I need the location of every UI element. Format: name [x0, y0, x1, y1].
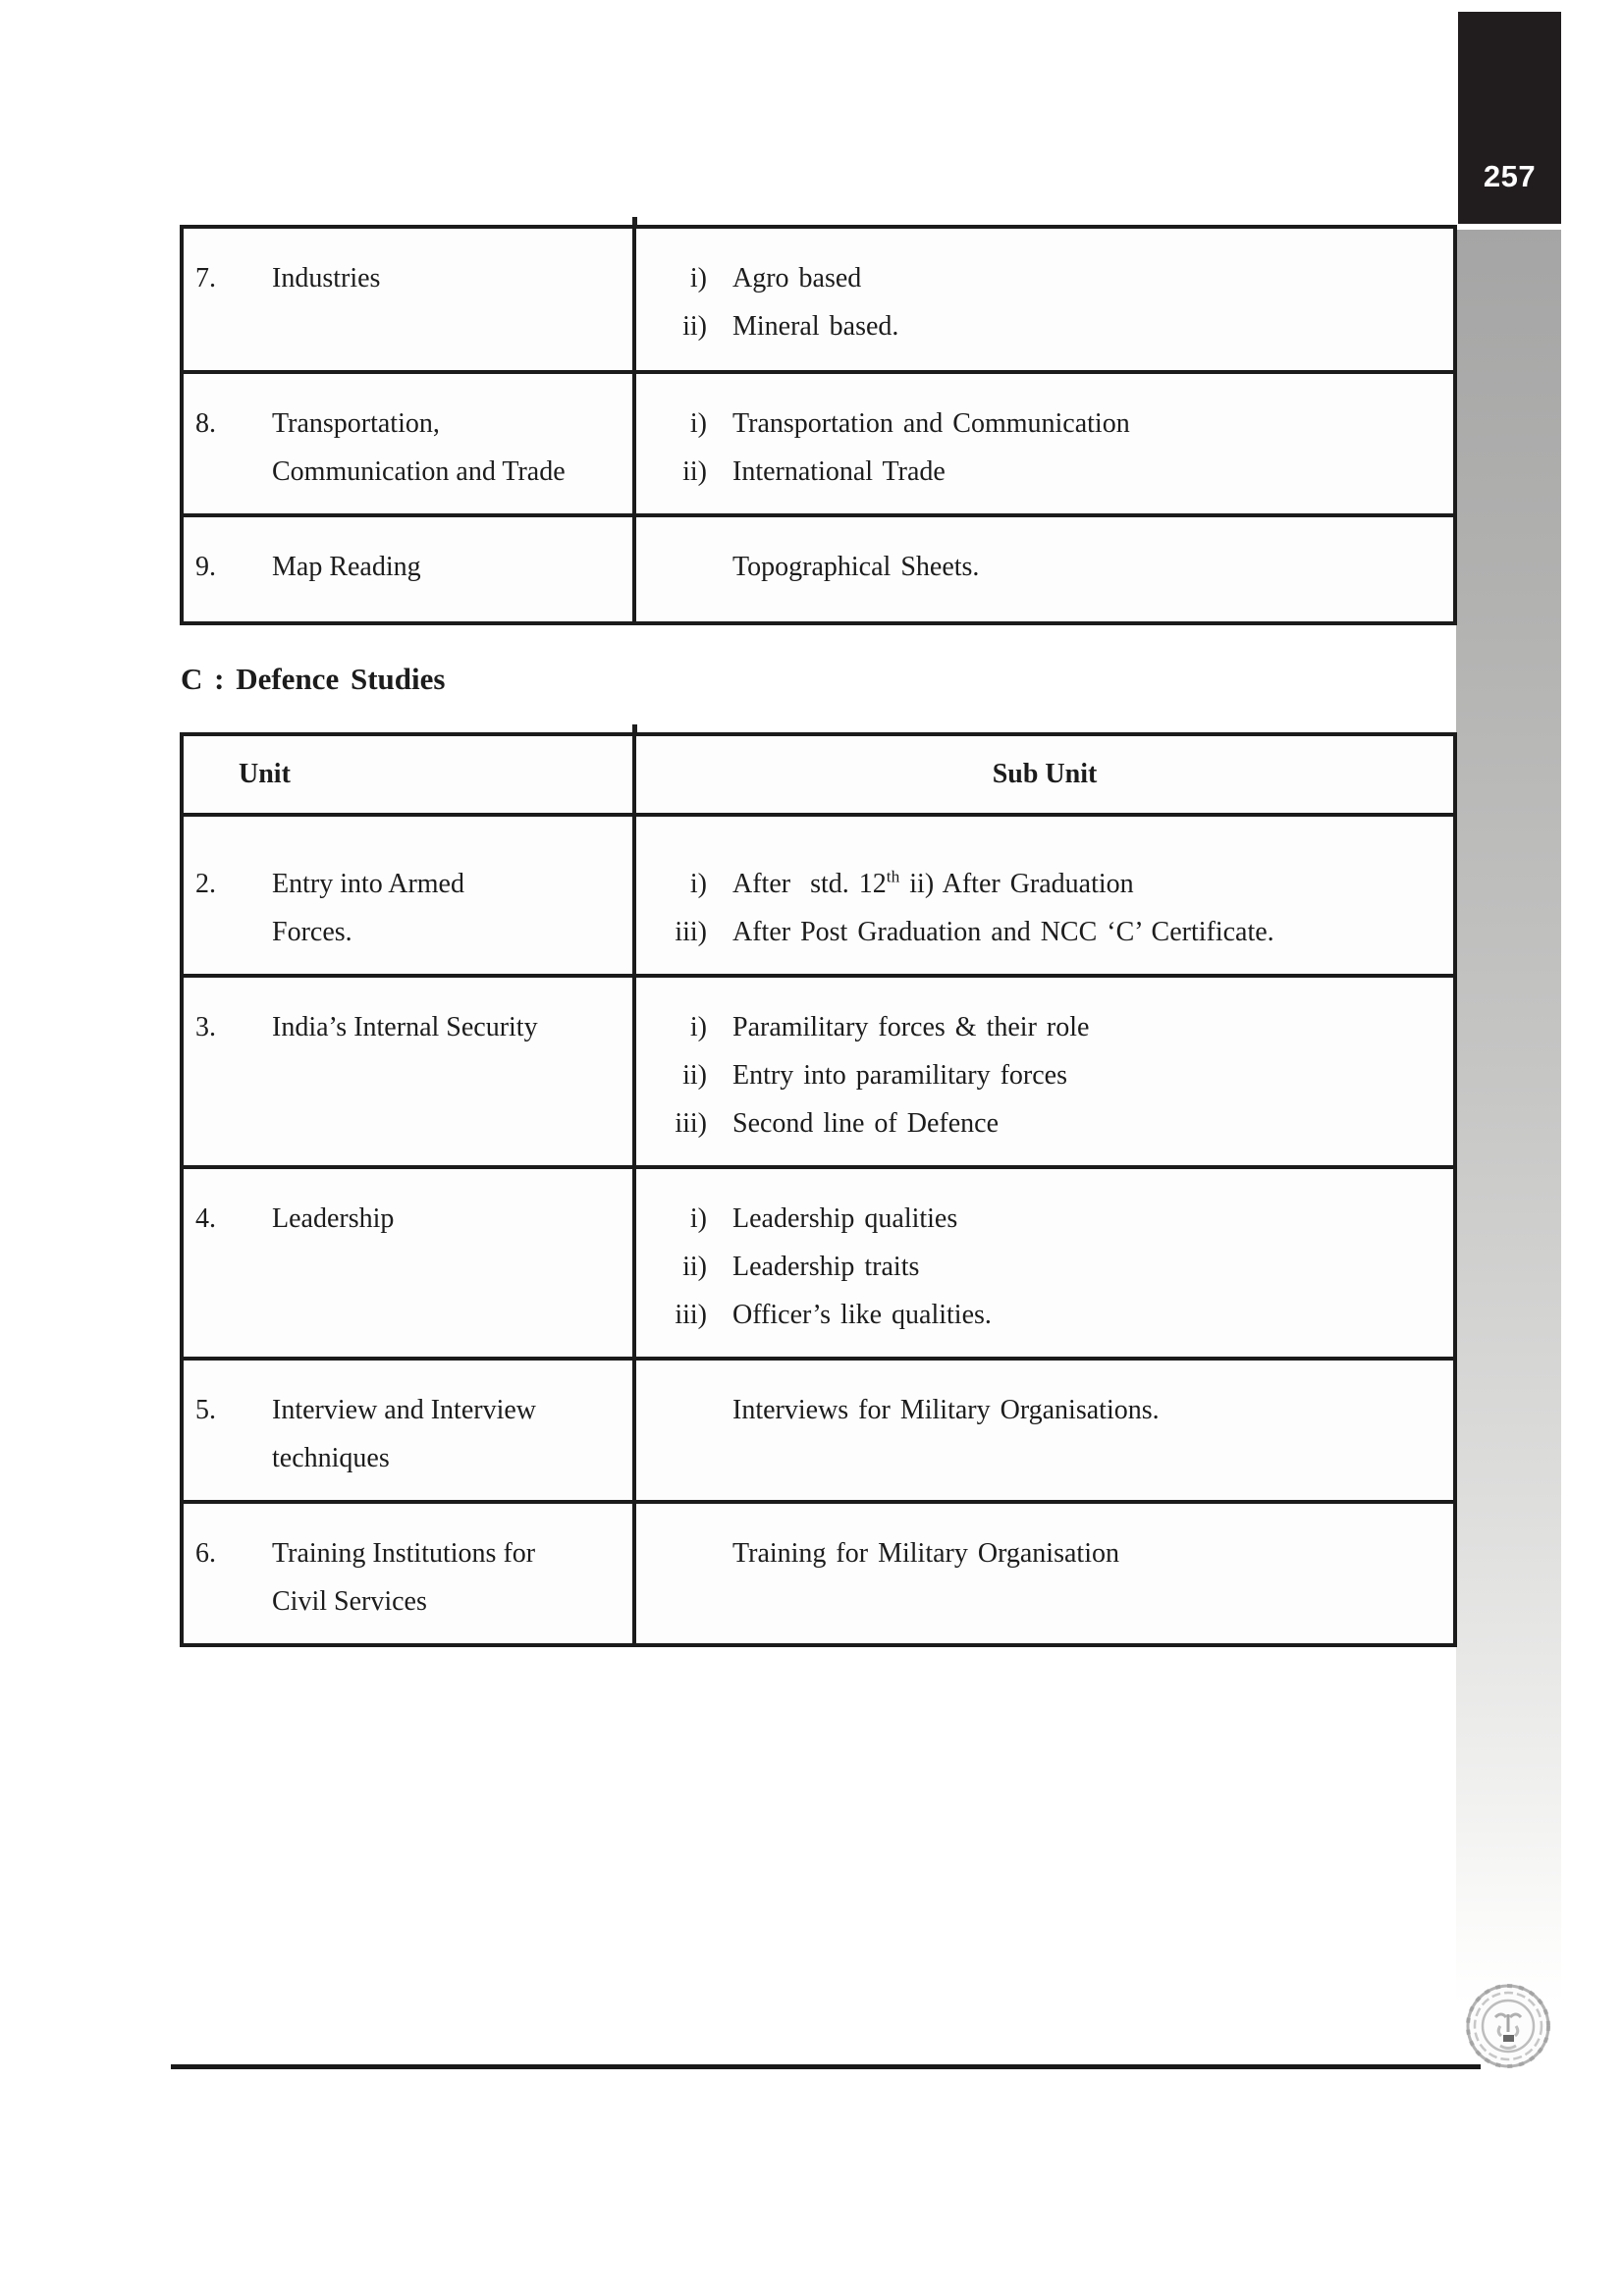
- sub-unit-cell: [636, 517, 1453, 621]
- table-row: [184, 974, 1453, 1165]
- unit-title: Transportation, Communication and Trade: [272, 408, 566, 487]
- page-number-tab: [1458, 12, 1561, 224]
- unit-title: Leadership: [272, 1203, 395, 1234]
- unit-title: Training Institutions for Civil Services: [272, 1538, 536, 1617]
- unit-title: Interview and Interview techniques: [272, 1395, 536, 1473]
- table-row: [184, 1500, 1453, 1643]
- sub-unit-cell: [636, 374, 1453, 513]
- sub-unit-line: ii) Mineral based.: [682, 311, 899, 342]
- sub-unit-line: ii) Entry into paramilitary forces: [682, 1060, 1067, 1091]
- side-gradient-bar: [1456, 230, 1561, 2004]
- unit-cell: [184, 1169, 636, 1357]
- unit-number: 7.: [195, 263, 216, 294]
- sub-unit-line: ii) Leadership traits: [682, 1252, 920, 1282]
- table-row: [184, 229, 1453, 370]
- unit-number: 2.: [195, 869, 216, 899]
- unit-number: 4.: [195, 1203, 216, 1234]
- sub-unit-line: iii) Second line of Defence: [675, 1108, 999, 1139]
- table-row: [184, 813, 1453, 974]
- table-row: [184, 1165, 1453, 1357]
- sub-unit-cell: [636, 1361, 1453, 1500]
- sub-unit-line: Training for Military Organisation: [732, 1538, 1119, 1569]
- unit-number: 3.: [195, 1012, 216, 1042]
- sub-unit-line: i) Transportation and Communication: [689, 408, 1130, 439]
- continued-units-table: [180, 225, 1457, 625]
- sub-unit-line: iii) After Post Graduation and NCC ‘C’ Certificate.: [675, 917, 1274, 947]
- table-header-row: [184, 736, 1453, 813]
- unit-title: India’s Internal Security: [272, 1012, 538, 1042]
- page-number: 257: [1483, 159, 1537, 193]
- table-row: [184, 370, 1453, 513]
- unit-number: 8.: [195, 408, 216, 439]
- sub-unit-cell: [636, 978, 1453, 1165]
- unit-title: Entry into Armed Forces.: [272, 869, 464, 947]
- sub-unit-cell: [636, 1169, 1453, 1357]
- unit-title: Industries: [272, 263, 381, 294]
- unit-number: 9.: [195, 552, 216, 582]
- unit-cell: [184, 517, 636, 621]
- table-row: [184, 1357, 1453, 1500]
- superscript-th: th: [886, 867, 900, 886]
- unit-cell: [184, 978, 636, 1165]
- unit-cell: [184, 374, 636, 513]
- section-heading: C : Defence Studies: [181, 662, 446, 696]
- unit-number: 5.: [195, 1395, 216, 1425]
- sub-unit-cell: [636, 817, 1453, 974]
- unit-cell: [184, 817, 636, 974]
- unit-cell: [184, 229, 636, 370]
- sub-unit-line: Topographical Sheets.: [732, 552, 980, 582]
- circular-emblem-seal-icon: [1463, 1983, 1553, 2073]
- sub-unit-line: i) Paramilitary forces & their role: [689, 1012, 1090, 1042]
- sub-unit-line: i) Agro based: [689, 263, 862, 294]
- sub-unit-line: iii) Officer’s like qualities.: [675, 1300, 992, 1330]
- footer-rule: [171, 2064, 1481, 2069]
- sub-unit-line: i) Leadership qualities: [689, 1203, 958, 1234]
- sub-unit-line: Interviews for Military Organisations.: [732, 1395, 1160, 1425]
- table-row: [184, 513, 1453, 621]
- sub-unit-cell: [636, 229, 1453, 370]
- unit-title: Map Reading: [272, 552, 421, 582]
- unit-cell: [184, 1361, 636, 1500]
- unit-number: 6.: [195, 1538, 216, 1569]
- sub-unit-cell: [636, 1504, 1453, 1643]
- sub-unit-column-header: Sub Unit: [992, 759, 1098, 789]
- sub-unit-line: i) After std. 12th ii) After Graduation: [689, 867, 1134, 899]
- unit-cell: [184, 1504, 636, 1643]
- sub-unit-line: ii) International Trade: [682, 456, 946, 487]
- unit-column-header: Unit: [184, 736, 636, 813]
- defence-studies-table: [180, 732, 1457, 1647]
